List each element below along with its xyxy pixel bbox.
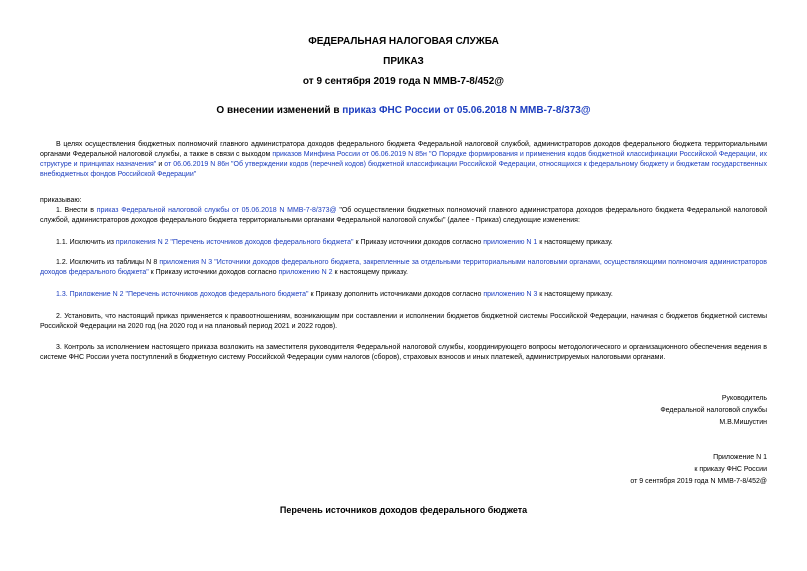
signature-name: М.В.Мишустин bbox=[719, 419, 767, 426]
preamble-link-85n[interactable]: приказов Минфина России от 06.06.2019 N 85н "О Порядке формирования и применения кодов бюджетной классификации Российской Федерации, их структуре и принципах назначения" bbox=[40, 151, 767, 168]
title-link[interactable]: приказ ФНС России от 05.06.2018 N ММВ-7-8/373@ bbox=[342, 105, 591, 116]
item-1-3-link-1[interactable]: 1.3. Приложение N 2 "Перечень источников доходов федерального бюджета" bbox=[56, 291, 309, 298]
item-1-2-text-1: 1.2. Исключить из таблицы N 8 bbox=[56, 259, 160, 266]
item-1-2-text-3: к настоящему приказу. bbox=[332, 269, 408, 276]
item-1-link[interactable]: приказ Федеральной налоговой службы от 05.06.2018 N ММВ-7-8/373@ bbox=[96, 207, 337, 214]
item-1-3-paragraph bbox=[40, 290, 767, 300]
preamble-link-86n[interactable]: от 06.06.2019 N 86н "Об утверждении кодов (перечней кодов) бюджетной классификации Российской Федерации, относящихся к федеральному бюджету и бюджетам государственных внебюджетных фондов Российской Федерации" bbox=[40, 161, 767, 178]
item-1-paragraph bbox=[40, 206, 767, 226]
item-1-3-text-1: к Приказу дополнить источниками доходов согласно bbox=[308, 291, 484, 298]
item-3-paragraph: 3. Контроль за исполнением настоящего приказа возложить на заместителя руководителя Федеральной налоговой службы, координирующего вопросы методологического и организационного обеспечения ведения в системе ФНС России учета поступлений в бюджетную систему Российской Федерации сумм налогов (сборов), страховых взносов и иных платежей, администрируемых налоговыми органами. bbox=[40, 344, 767, 361]
list-title: Перечень источников доходов федерального бюджета bbox=[279, 505, 528, 515]
annex-ref: от 9 сентября 2019 года N ММВ-7-8/452@ bbox=[630, 478, 767, 485]
signature-org: Федеральной налоговой службы bbox=[660, 407, 767, 414]
annex-header bbox=[507, 452, 767, 488]
doc-title bbox=[0, 105, 807, 117]
item-1-1-link-1[interactable]: приложения N 2 "Перечень источников доходов федерального бюджета" bbox=[115, 239, 354, 246]
annex-to: к приказу ФНС России bbox=[694, 466, 767, 473]
doc-type-heading: ПРИКАЗ bbox=[383, 56, 424, 67]
item-1-2-paragraph bbox=[40, 258, 767, 278]
item-1-1-text-2: к Приказу источники доходов согласно bbox=[353, 239, 484, 246]
item-1-2-link-1[interactable]: приложения N 3 "Источники доходов федерального бюджета, закрепленные за отдельными территориальными налоговыми органами, осуществляющими полномочия администраторов доходов федерального бюджета" bbox=[40, 259, 767, 276]
signature-role: Руководитель bbox=[721, 395, 767, 402]
order-word: приказываю: bbox=[40, 197, 82, 204]
date-number-heading: от 9 сентября 2019 года N ММВ-7-8/452@ bbox=[302, 76, 505, 87]
preamble-text-1: В целях осуществления бюджетных полномочий главного администратора доходов федерального бюджета Федеральной налоговой службой, администраторов доходов федерального бюджета территориальными органами Федеральной налоговой службы, а также в связи с выходом bbox=[40, 141, 767, 158]
preamble-text-2: и bbox=[156, 161, 165, 168]
title-prefix: О внесении изменений в bbox=[216, 105, 343, 116]
item-1-text-2: "Об осуществлении бюджетных полномочий главного администратора доходов федерального бюджета Федеральной налоговой службой, администраторов доходов федерального бюджета территориальными органами Федеральной налоговой службы" (далее - Приказ) следующие изменения: bbox=[40, 207, 768, 224]
item-1-1-text-3: к настоящему приказу. bbox=[537, 239, 613, 246]
item-1-3-link-2[interactable]: приложению N 3 bbox=[483, 291, 538, 298]
item-1-1-paragraph bbox=[40, 238, 767, 248]
item-1-1-link-2[interactable]: приложению N 1 bbox=[483, 239, 538, 246]
item-1-1-text-1: 1.1. Исключить из bbox=[56, 239, 116, 246]
item-1-3-text-2: к настоящему приказу. bbox=[537, 291, 613, 298]
item-1-2-text-2: к Приказу источники доходов согласно bbox=[148, 269, 279, 276]
signature-block bbox=[567, 393, 767, 429]
item-2-paragraph: 2. Установить, что настоящий приказ применяется к правоотношениям, возникающим при составлении и исполнении бюджетов бюджетной системы Российской Федерации, начиная с бюджетов бюджетной системы Российской Федерации на 2020 год (на 2020 год и на плановый период 2021 и 2022 годов). bbox=[40, 313, 767, 330]
agency-heading: ФЕДЕРАЛЬНАЯ НАЛОГОВАЯ СЛУЖБА bbox=[308, 36, 499, 47]
preamble-paragraph bbox=[40, 140, 767, 180]
item-1-text-1: 1. Внести в bbox=[56, 207, 97, 214]
annex-label: Приложение N 1 bbox=[713, 454, 767, 461]
item-1-2-link-2[interactable]: приложению N 2 bbox=[278, 269, 333, 276]
